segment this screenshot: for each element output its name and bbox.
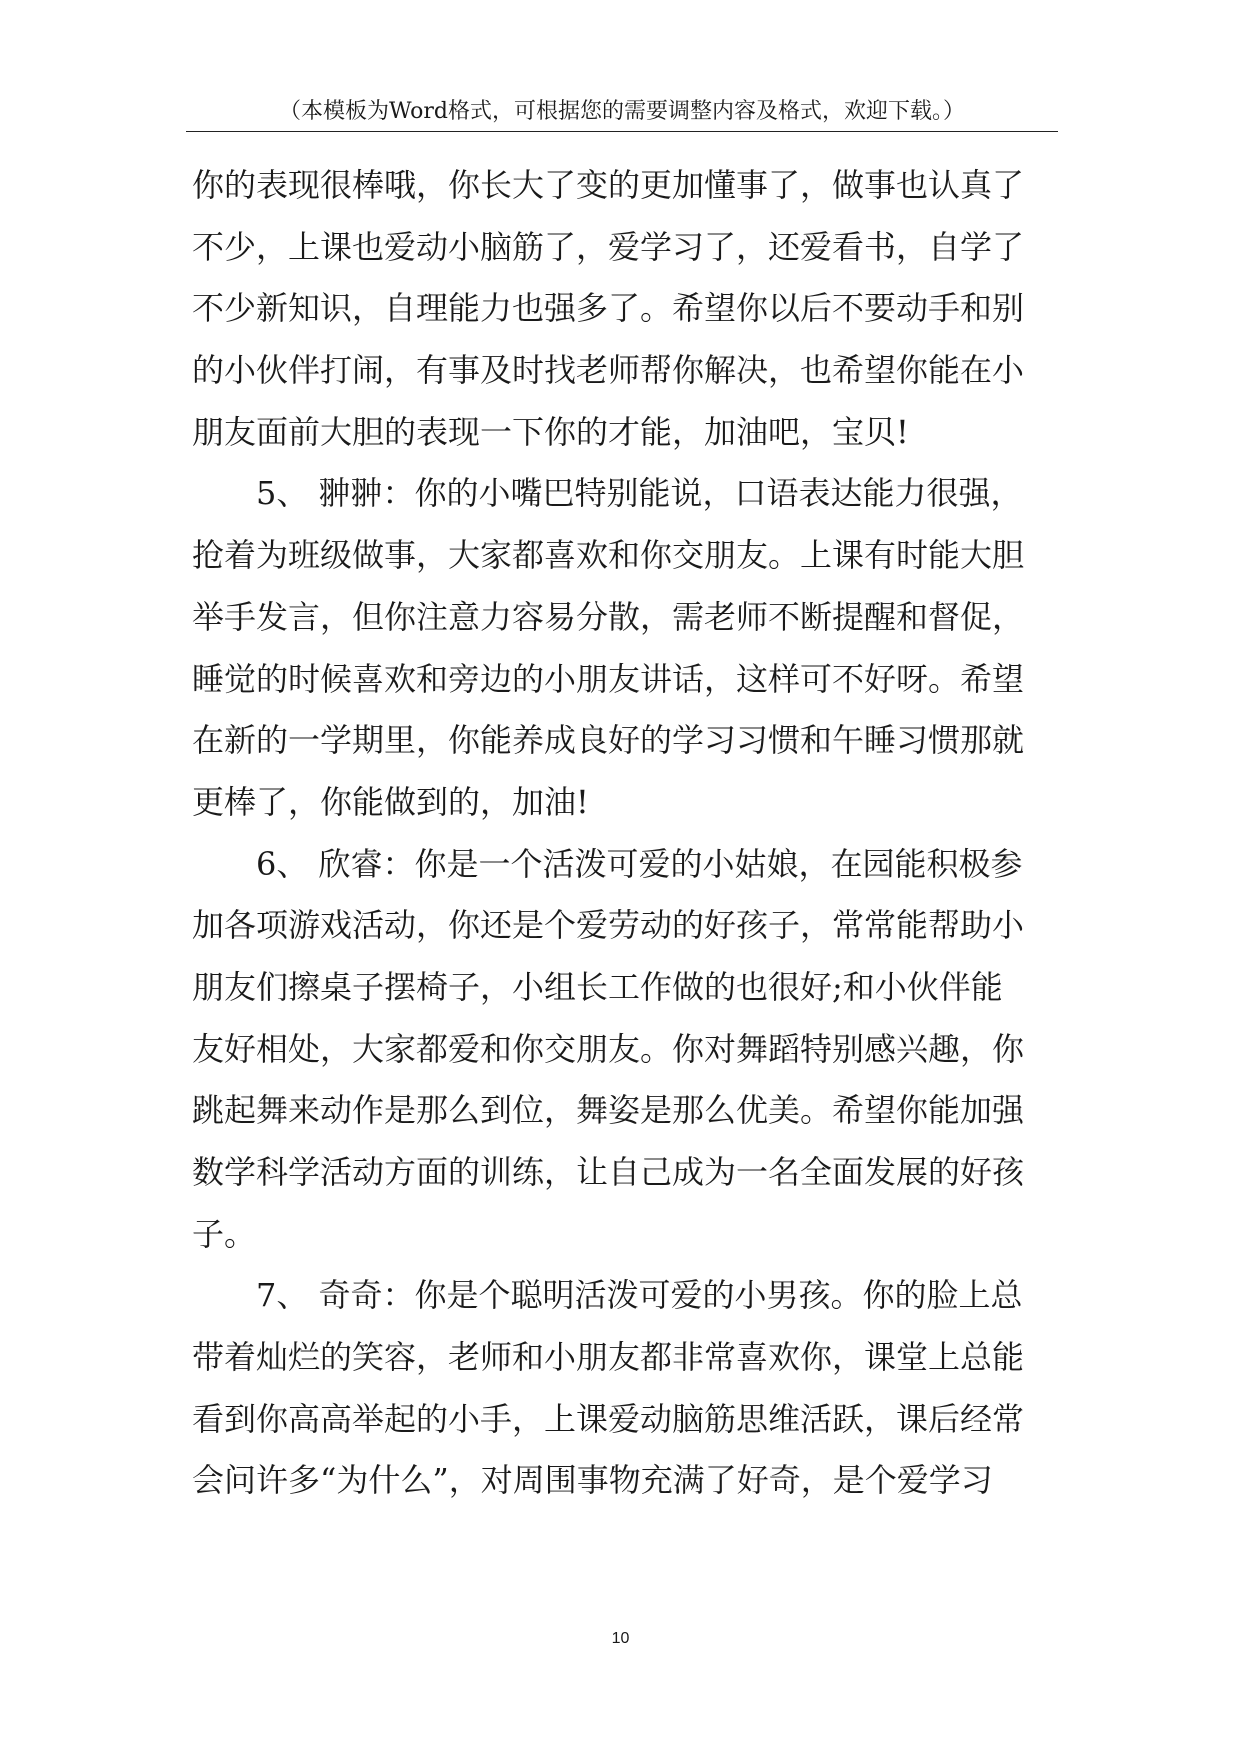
text-line: 不少新知识，自理能力也强多了。希望你以后不要动手和别	[192, 289, 1025, 328]
text-line: 子。	[192, 1214, 257, 1253]
document-body	[192, 155, 1058, 1512]
text-line: 会问许多“为什么”，对周围事物充满了好奇，是个爱学习	[192, 1461, 993, 1500]
paragraph-start-6: 6、 欣睿：你是一个活泼可爱的小姑娘，在园能积极参	[256, 844, 1023, 883]
template-note: （本模板为Word格式，可根据您的需要调整内容及格式，欢迎下载。）	[279, 99, 965, 124]
text-line: 抢着为班级做事，大家都喜欢和你交朋友。上课有时能大胆	[192, 536, 1025, 575]
header-divider	[186, 131, 1058, 132]
text-line: 看到你高高举起的小手，上课爱动脑筋思维活跃，课后经常	[192, 1399, 1025, 1438]
text-line: 不少，上课也爱动小脑筋了，爱学习了，还爱看书，自学了	[192, 227, 1025, 266]
text-line: 睡觉的时候喜欢和旁边的小朋友讲话，这样可不好呀。希望	[192, 659, 1025, 698]
page-number: 10	[611, 1630, 630, 1647]
text-line: 在新的一学期里，你能养成良好的学习习惯和午睡习惯那就	[192, 721, 1025, 760]
text-line: 数学科学活动方面的训练，让自己成为一名全面发展的好孩	[192, 1153, 1025, 1191]
paragraph-start-7: 7、 奇奇：你是个聪明活泼可爱的小男孩。你的脸上总	[256, 1276, 1023, 1315]
text-line: 带着灿烂的笑容，老师和小朋友都非常喜欢你，课堂上总能	[192, 1338, 1025, 1377]
text-line: 友好相处，大家都爱和你交朋友。你对舞蹈特别感兴趣，你	[192, 1029, 1025, 1068]
text-line: 你的表现很棒哦，你长大了变的更加懂事了，做事也认真了	[192, 166, 1025, 204]
text-line: 的小伙伴打闹，有事及时找老师帮你解决，也希望你能在小	[192, 351, 1025, 390]
text-line: 更棒了，你能做到的，加油!	[192, 782, 589, 821]
text-line: 加各项游戏活动，你还是个爱劳动的好孩子，常常能帮助小	[192, 906, 1025, 945]
text-line: 举手发言，但你注意力容易分散，需老师不断提醒和督促，	[192, 597, 1025, 636]
text-line: 朋友们擦桌子摆椅子，小组长工作做的也很好;和小伙伴能	[192, 967, 1003, 1006]
text-line: 跳起舞来动作是那么到位，舞姿是那么优美。希望你能加强	[192, 1091, 1025, 1130]
paragraph-start-5: 5、 翀翀：你的小嘴巴特别能说，口语表达能力很强，	[256, 474, 1023, 513]
text-line: 朋友面前大胆的表现一下你的才能，加油吧，宝贝!	[192, 412, 909, 451]
